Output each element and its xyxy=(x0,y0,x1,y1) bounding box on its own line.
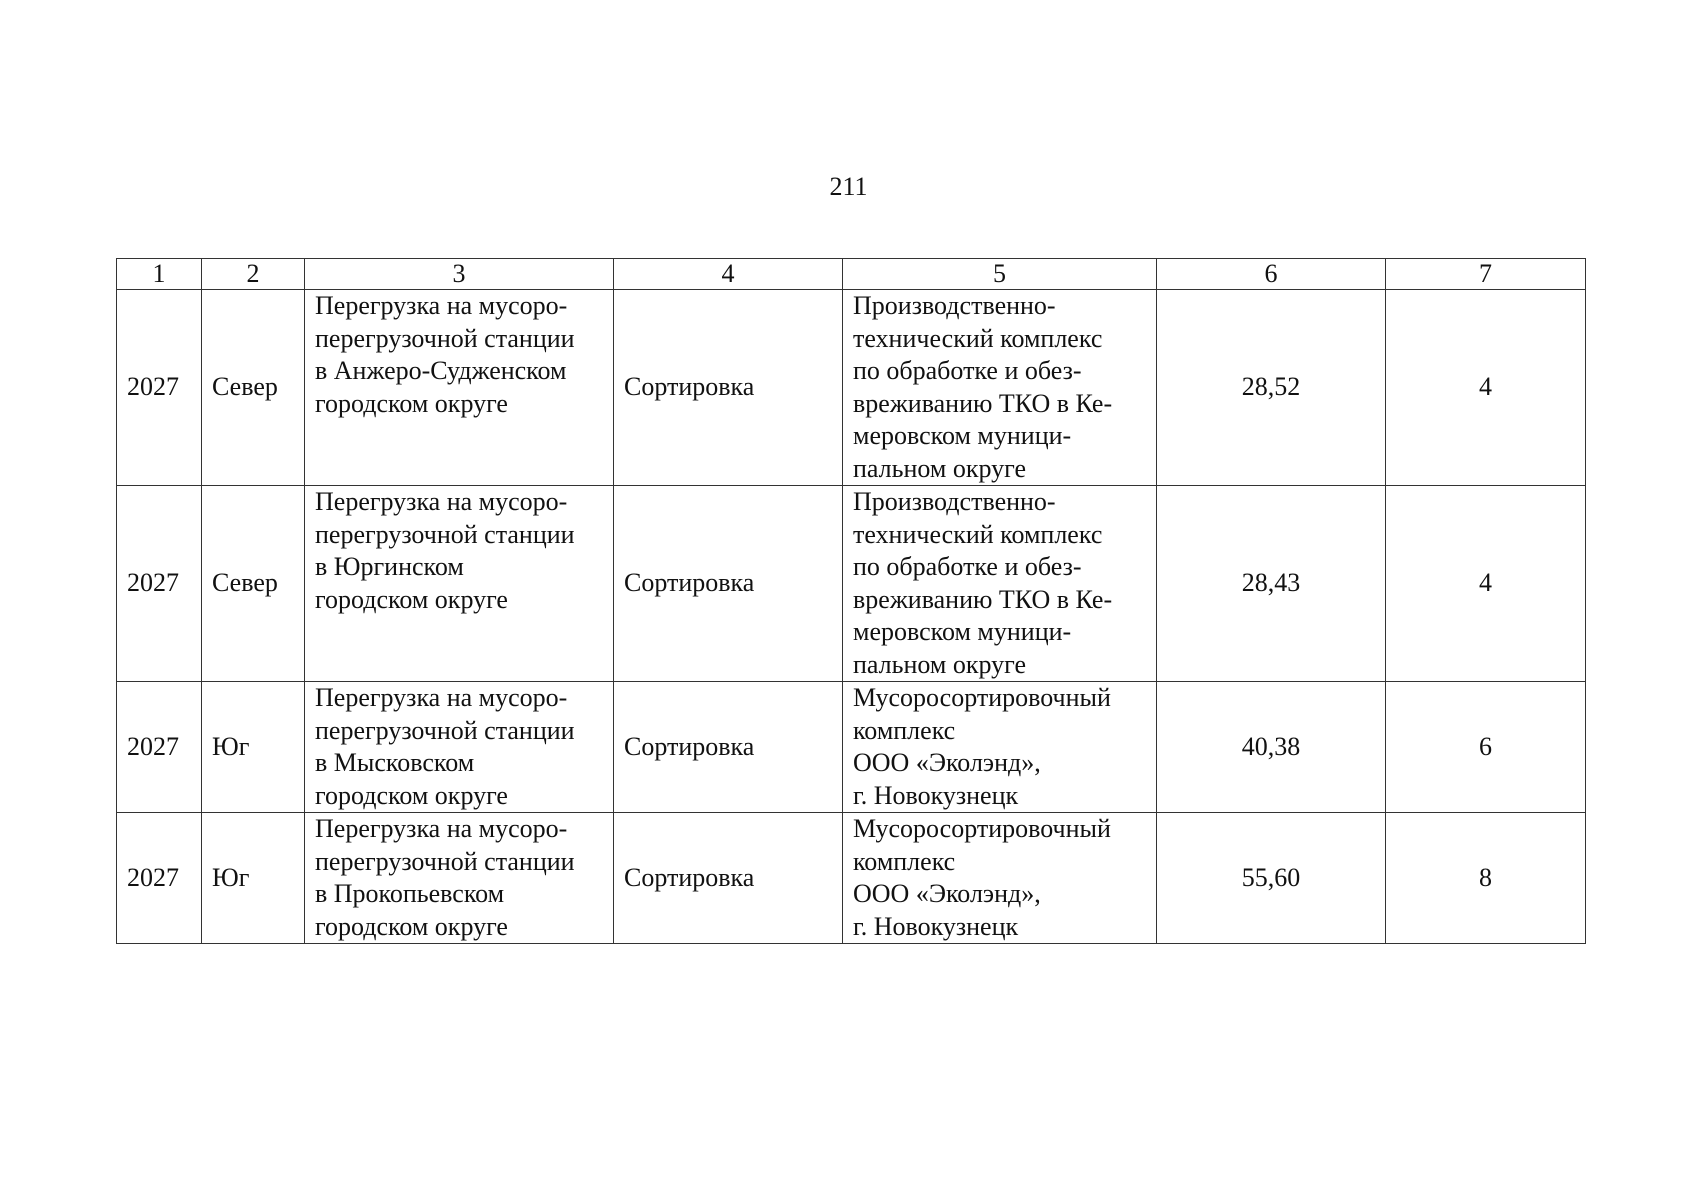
year-cell: 2027 xyxy=(117,486,202,682)
value-cell: 55,60 xyxy=(1157,813,1386,944)
count-cell: 4 xyxy=(1386,486,1586,682)
zone-cell: Юг xyxy=(202,682,305,813)
source-cell: Перегрузка на мусоро- перегрузочной станции в Мысковском городском округе xyxy=(305,682,614,813)
value-cell: 40,38 xyxy=(1157,682,1386,813)
table-row xyxy=(117,290,1586,486)
facility-cell: Производственно- технический комплекс по обработке и обез- вреживанию ТКО в Ке- меровском муници- пальном округе xyxy=(843,290,1157,486)
year-cell: 2027 xyxy=(117,290,202,486)
header-cell: 2 xyxy=(202,259,305,290)
value-cell: 28,43 xyxy=(1157,486,1386,682)
source-cell: Перегрузка на мусоро- перегрузочной станции в Юргинском городском округе xyxy=(305,486,614,682)
operation-cell: Сортировка xyxy=(614,813,843,944)
facility-cell: Производственно- технический комплекс по обработке и обез- вреживанию ТКО в Ке- меровском муници- пальном округе xyxy=(843,486,1157,682)
operation-cell: Сортировка xyxy=(614,290,843,486)
table-row xyxy=(117,682,1586,813)
operation-cell: Сортировка xyxy=(614,682,843,813)
page-number: 211 xyxy=(829,172,868,201)
header-cell: 1 xyxy=(117,259,202,290)
table-header-row xyxy=(117,259,1586,290)
zone-cell: Юг xyxy=(202,813,305,944)
source-cell: Перегрузка на мусоро- перегрузочной станции в Прокопьевском городском округе xyxy=(305,813,614,944)
value-cell: 28,52 xyxy=(1157,290,1386,486)
zone-cell: Север xyxy=(202,290,305,486)
facility-cell: Мусоросортировочный комплекс ООО «Эколэнд», г. Новокузнецк xyxy=(843,813,1157,944)
table-row xyxy=(117,813,1586,944)
operation-cell: Сортировка xyxy=(614,486,843,682)
count-cell: 8 xyxy=(1386,813,1586,944)
header-cell: 4 xyxy=(614,259,843,290)
zone-cell: Север xyxy=(202,486,305,682)
data-table xyxy=(116,258,1586,944)
header-cell: 7 xyxy=(1386,259,1586,290)
year-cell: 2027 xyxy=(117,682,202,813)
count-cell: 4 xyxy=(1386,290,1586,486)
year-cell: 2027 xyxy=(117,813,202,944)
table-row xyxy=(117,486,1586,682)
count-cell: 6 xyxy=(1386,682,1586,813)
source-cell: Перегрузка на мусоро- перегрузочной станции в Анжеро-Судженском городском округе xyxy=(305,290,614,486)
facility-cell: Мусоросортировочный комплекс ООО «Эколэнд», г. Новокузнецк xyxy=(843,682,1157,813)
header-cell: 3 xyxy=(305,259,614,290)
header-cell: 6 xyxy=(1157,259,1386,290)
header-cell: 5 xyxy=(843,259,1157,290)
